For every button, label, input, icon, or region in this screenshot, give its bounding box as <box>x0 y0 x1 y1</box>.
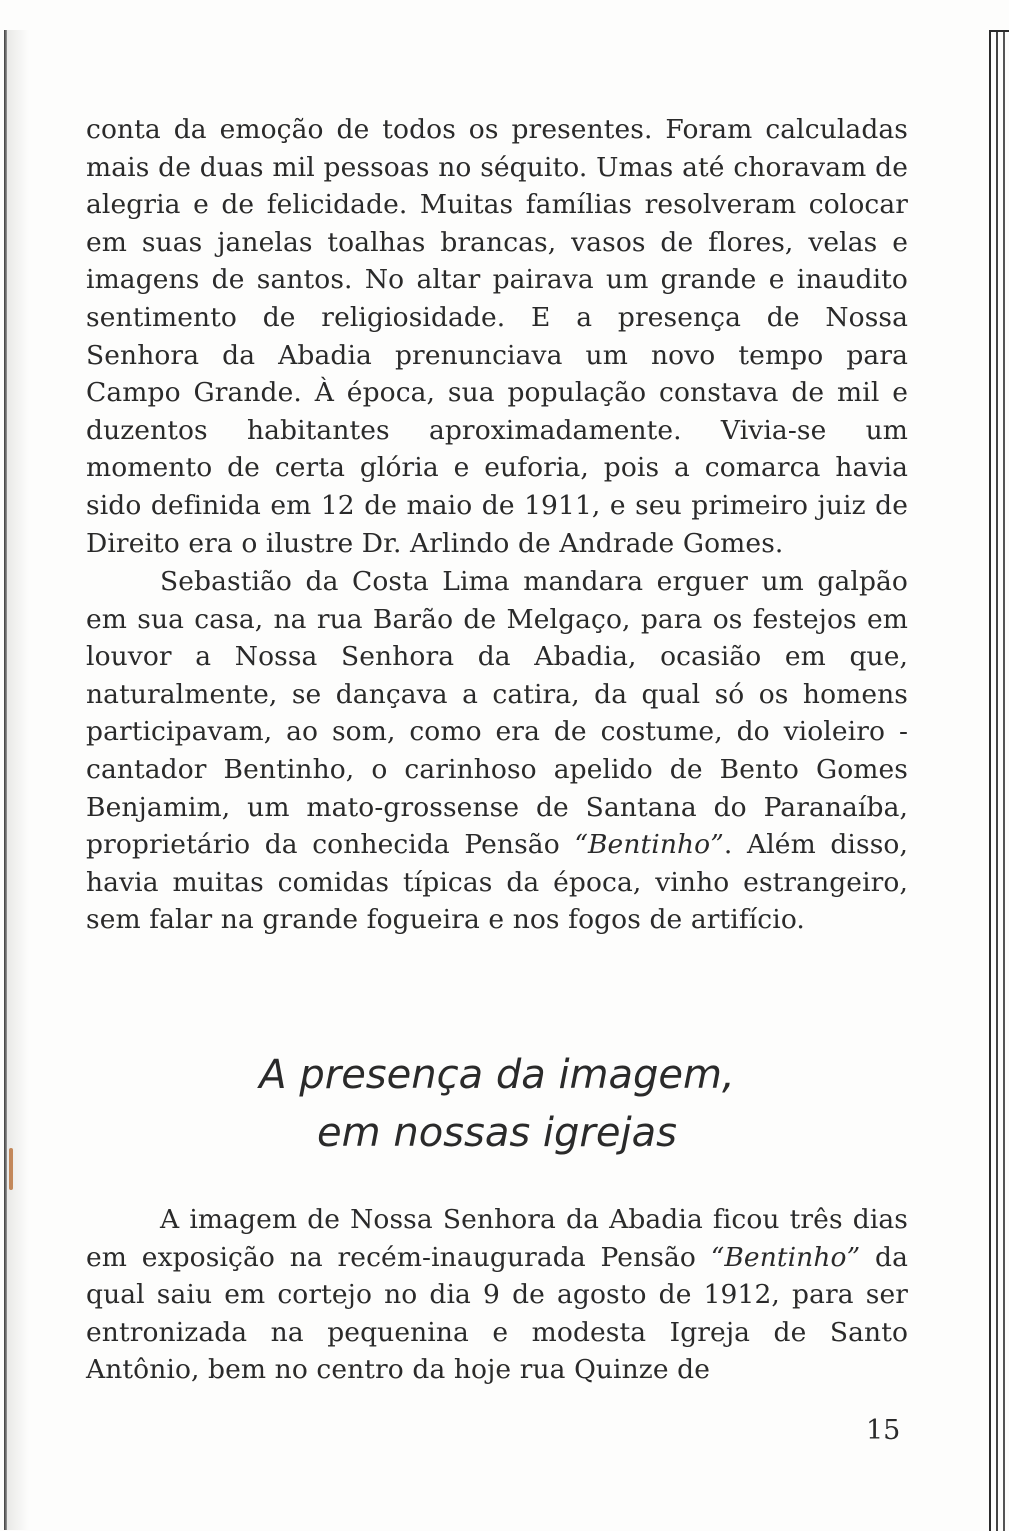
paragraph-festivities <box>86 563 908 939</box>
paragraph-3-text <box>86 1201 908 1389</box>
paragraph-3-part-1: A imagem de Nossa Senhora da Abadia ficou três dias em exposição na recém-inaugurada Pensão <box>86 1204 908 1273</box>
page-number: 15 <box>866 1415 901 1446</box>
binding-shadow <box>7 30 29 1530</box>
section-heading-line-1: A presença da imagem, <box>259 1052 735 1098</box>
paragraph-2-italic: “Bentinho” <box>574 829 724 861</box>
page-corner-mark <box>990 30 1009 32</box>
paragraph-3-italic: “Bentinho” <box>710 1241 861 1273</box>
section-heading <box>86 1046 908 1162</box>
paragraph-continued <box>86 111 908 562</box>
page-edge-line <box>1003 30 1005 1531</box>
paragraph-3-part-2: da qual saiu em cortejo no dia 9 de agosto de 1912, para ser entronizada na pequenina e modesta Igreja de Santo Antônio, bem no centro da hoje rua Quinze de <box>86 1241 908 1386</box>
paragraph-1-text: conta da emoção de todos os presentes. Foram calculadas mais de duas mil pessoas no séquito. Umas até choravam de alegria e de felicidade. Muitas famílias resolveram colocar em suas janelas toalhas brancas, vasos de flores, velas e imagens de santos. No altar pairava um grande e inaudito sentimento de religiosidade. E a presença de Nossa Senhora da Abadia prenunciava um novo tempo para Campo Grande. À época, sua população constava de mil e duzentos habitantes aproximadamente. Vivia-se um momento de certa glória e euforia, pois a comarca havia sido definida em 12 de maio de 1911, e seu primeiro juiz de Direito era o ilustre Dr. Arlindo de Andrade Gomes. <box>86 114 908 559</box>
paragraph-2-text <box>86 563 908 939</box>
margin-stain <box>9 1148 13 1190</box>
paragraph-2-part-2: . Além disso, havia muitas comidas típicas da época, vinho estrangeiro, sem falar na grande fogueira e nos fogos de artifício. <box>86 829 908 936</box>
section-heading-line-2: em nossas igrejas <box>317 1110 677 1156</box>
paragraph-2-part-1: Sebastião da Costa Lima mandara erguer um galpão em sua casa, na rua Barão de Melgaço, para os festejos em louvor a Nossa Senhora da Abadia, ocasião em que, naturalmente, se dançava a catira, da qual só os homens participavam, ao som, como era de costume, do violeiro - cantador Bentinho, o carinhoso apelido de Bento Gomes Benjamim, um mato-grossense de Santana do Paranaíba, proprietário da conhecida Pensão <box>86 566 908 861</box>
page-edge-line <box>989 30 991 1531</box>
paragraph-image <box>86 1201 908 1389</box>
page-edge-line <box>996 30 998 1531</box>
